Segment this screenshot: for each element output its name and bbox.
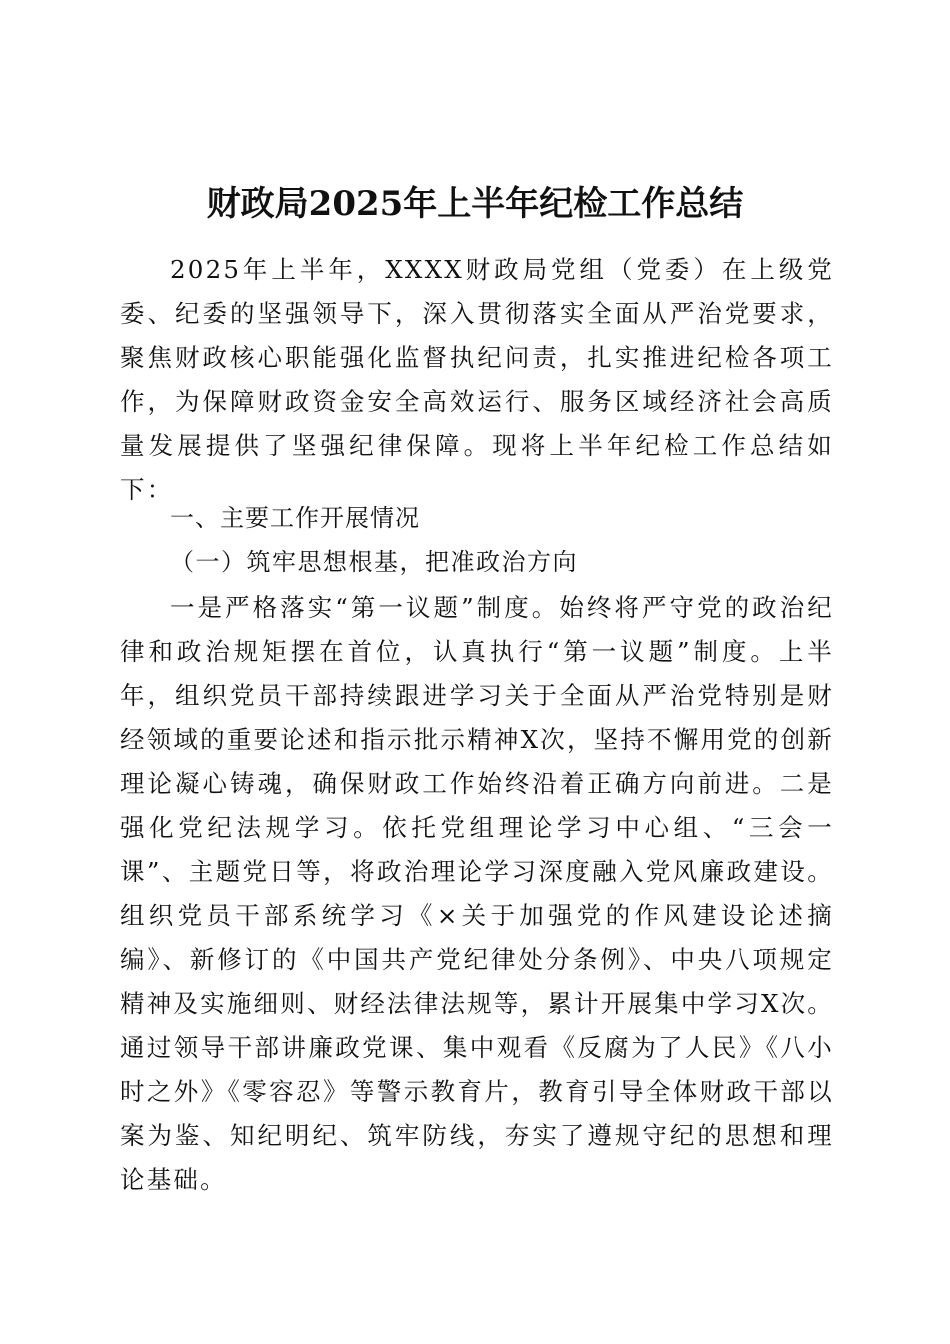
document-title: 财政局2025年上半年纪检工作总结: [206, 184, 744, 224]
subsection-heading: （一）筑牢思想根基，把准政治方向: [170, 548, 578, 576]
section-heading: 一、主要工作开展情况: [170, 504, 420, 532]
intro-paragraph: 2025年上半年，XXXX财政局党组（党委）在上级党委、纪委的坚强领导下，深入贯彻落实全面从严治党要求，聚焦财政核心职能强化监督执纪问责，扎实推进纪检各项工作，为保障财政资金安全高效运行、服务区域经济社会高质量发展提供了坚强纪律保障。现将上半年纪检工作总结如下：: [120, 255, 834, 504]
subsection-body-paragraph: 一是严格落实“第一议题”制度。始终将严守党的政治纪律和政治规矩摆在首位，认真执行“第一议题”制度。上半年，组织党员干部持续跟进学习关于全面从严治党特别是财经领域的重要论述和指示批示精神X次，坚持不懈用党的创新理论凝心铸魂，确保财政工作始终沿着正确方向前进。二是强化党纪法规学习。依托党组理论学习中心组、“三会一课”、主题党日等，将政治理论学习深度融入党风廉政建设。组织党员干部系统学习《×关于加强党的作风建设论述摘编》、新修订的《中国共产党纪律处分条例》、中央八项规定精神及实施细则、财经法律法规等，累计开展集中学习X次。通过领导干部讲廉政党课、集中观看《反腐为了人民》《八小时之外》《零容忍》等警示教育片，教育引导全体财政干部以案为鉴、知纪明纪、筑牢防线，夯实了遵规守纪的思想和理论基础。: [120, 593, 834, 1194]
